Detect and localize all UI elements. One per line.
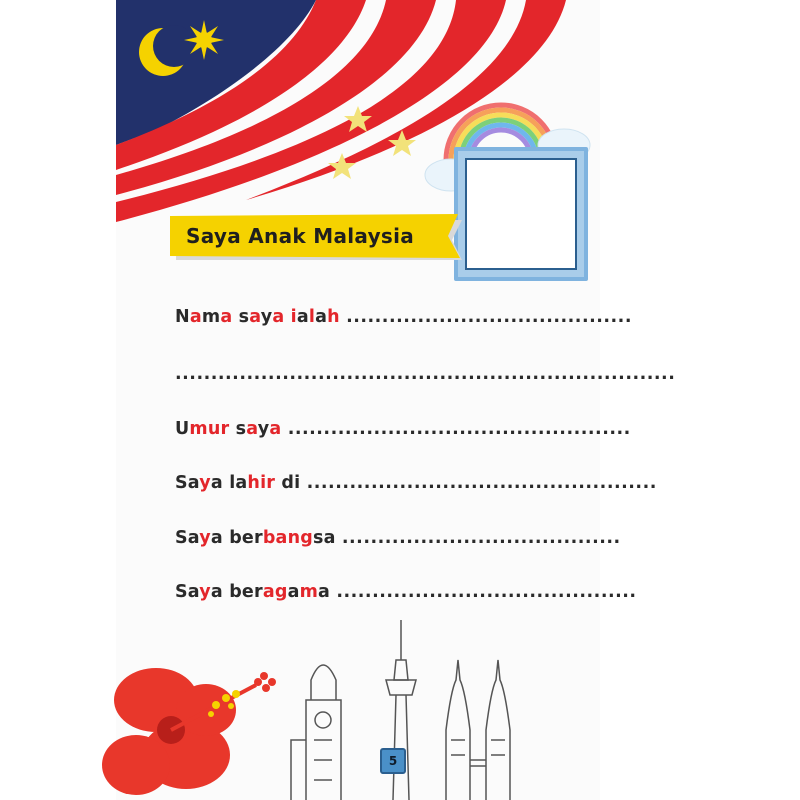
dotted-line[interactable]: ................................................. — [306, 473, 657, 493]
page-number: 5 — [380, 748, 406, 774]
hibiscus-flower-illustration — [116, 640, 306, 800]
dotted-line[interactable]: ....................................... — [341, 528, 621, 548]
form-line-umur — [175, 419, 631, 439]
form-line-nama-continued — [175, 364, 675, 384]
dotted-line[interactable]: ................................................ — [287, 419, 631, 439]
form-line-bangsa — [175, 528, 621, 548]
fourteen-point-star-icon — [184, 20, 224, 60]
kuala-lumpur-skyline-illustration — [286, 620, 600, 800]
label-umur: Umur saya — [175, 419, 282, 439]
label-bangsa: Saya berbangsa — [175, 528, 336, 548]
label-agama: Saya beragama — [175, 582, 331, 602]
form-line-agama — [175, 582, 637, 602]
label-lahir: Saya lahir di — [175, 473, 301, 493]
page-title: Saya Anak Malaysia — [186, 224, 415, 248]
dotted-line[interactable]: ...................................................................... — [175, 364, 676, 384]
form-line-nama — [175, 307, 632, 327]
form-line-lahir — [175, 473, 657, 493]
worksheet-page — [116, 0, 676, 800]
dotted-line[interactable]: .......................................... — [336, 582, 637, 602]
label-nama: Nama saya ialah — [175, 307, 340, 327]
dotted-line[interactable]: ........................................ — [346, 307, 632, 327]
